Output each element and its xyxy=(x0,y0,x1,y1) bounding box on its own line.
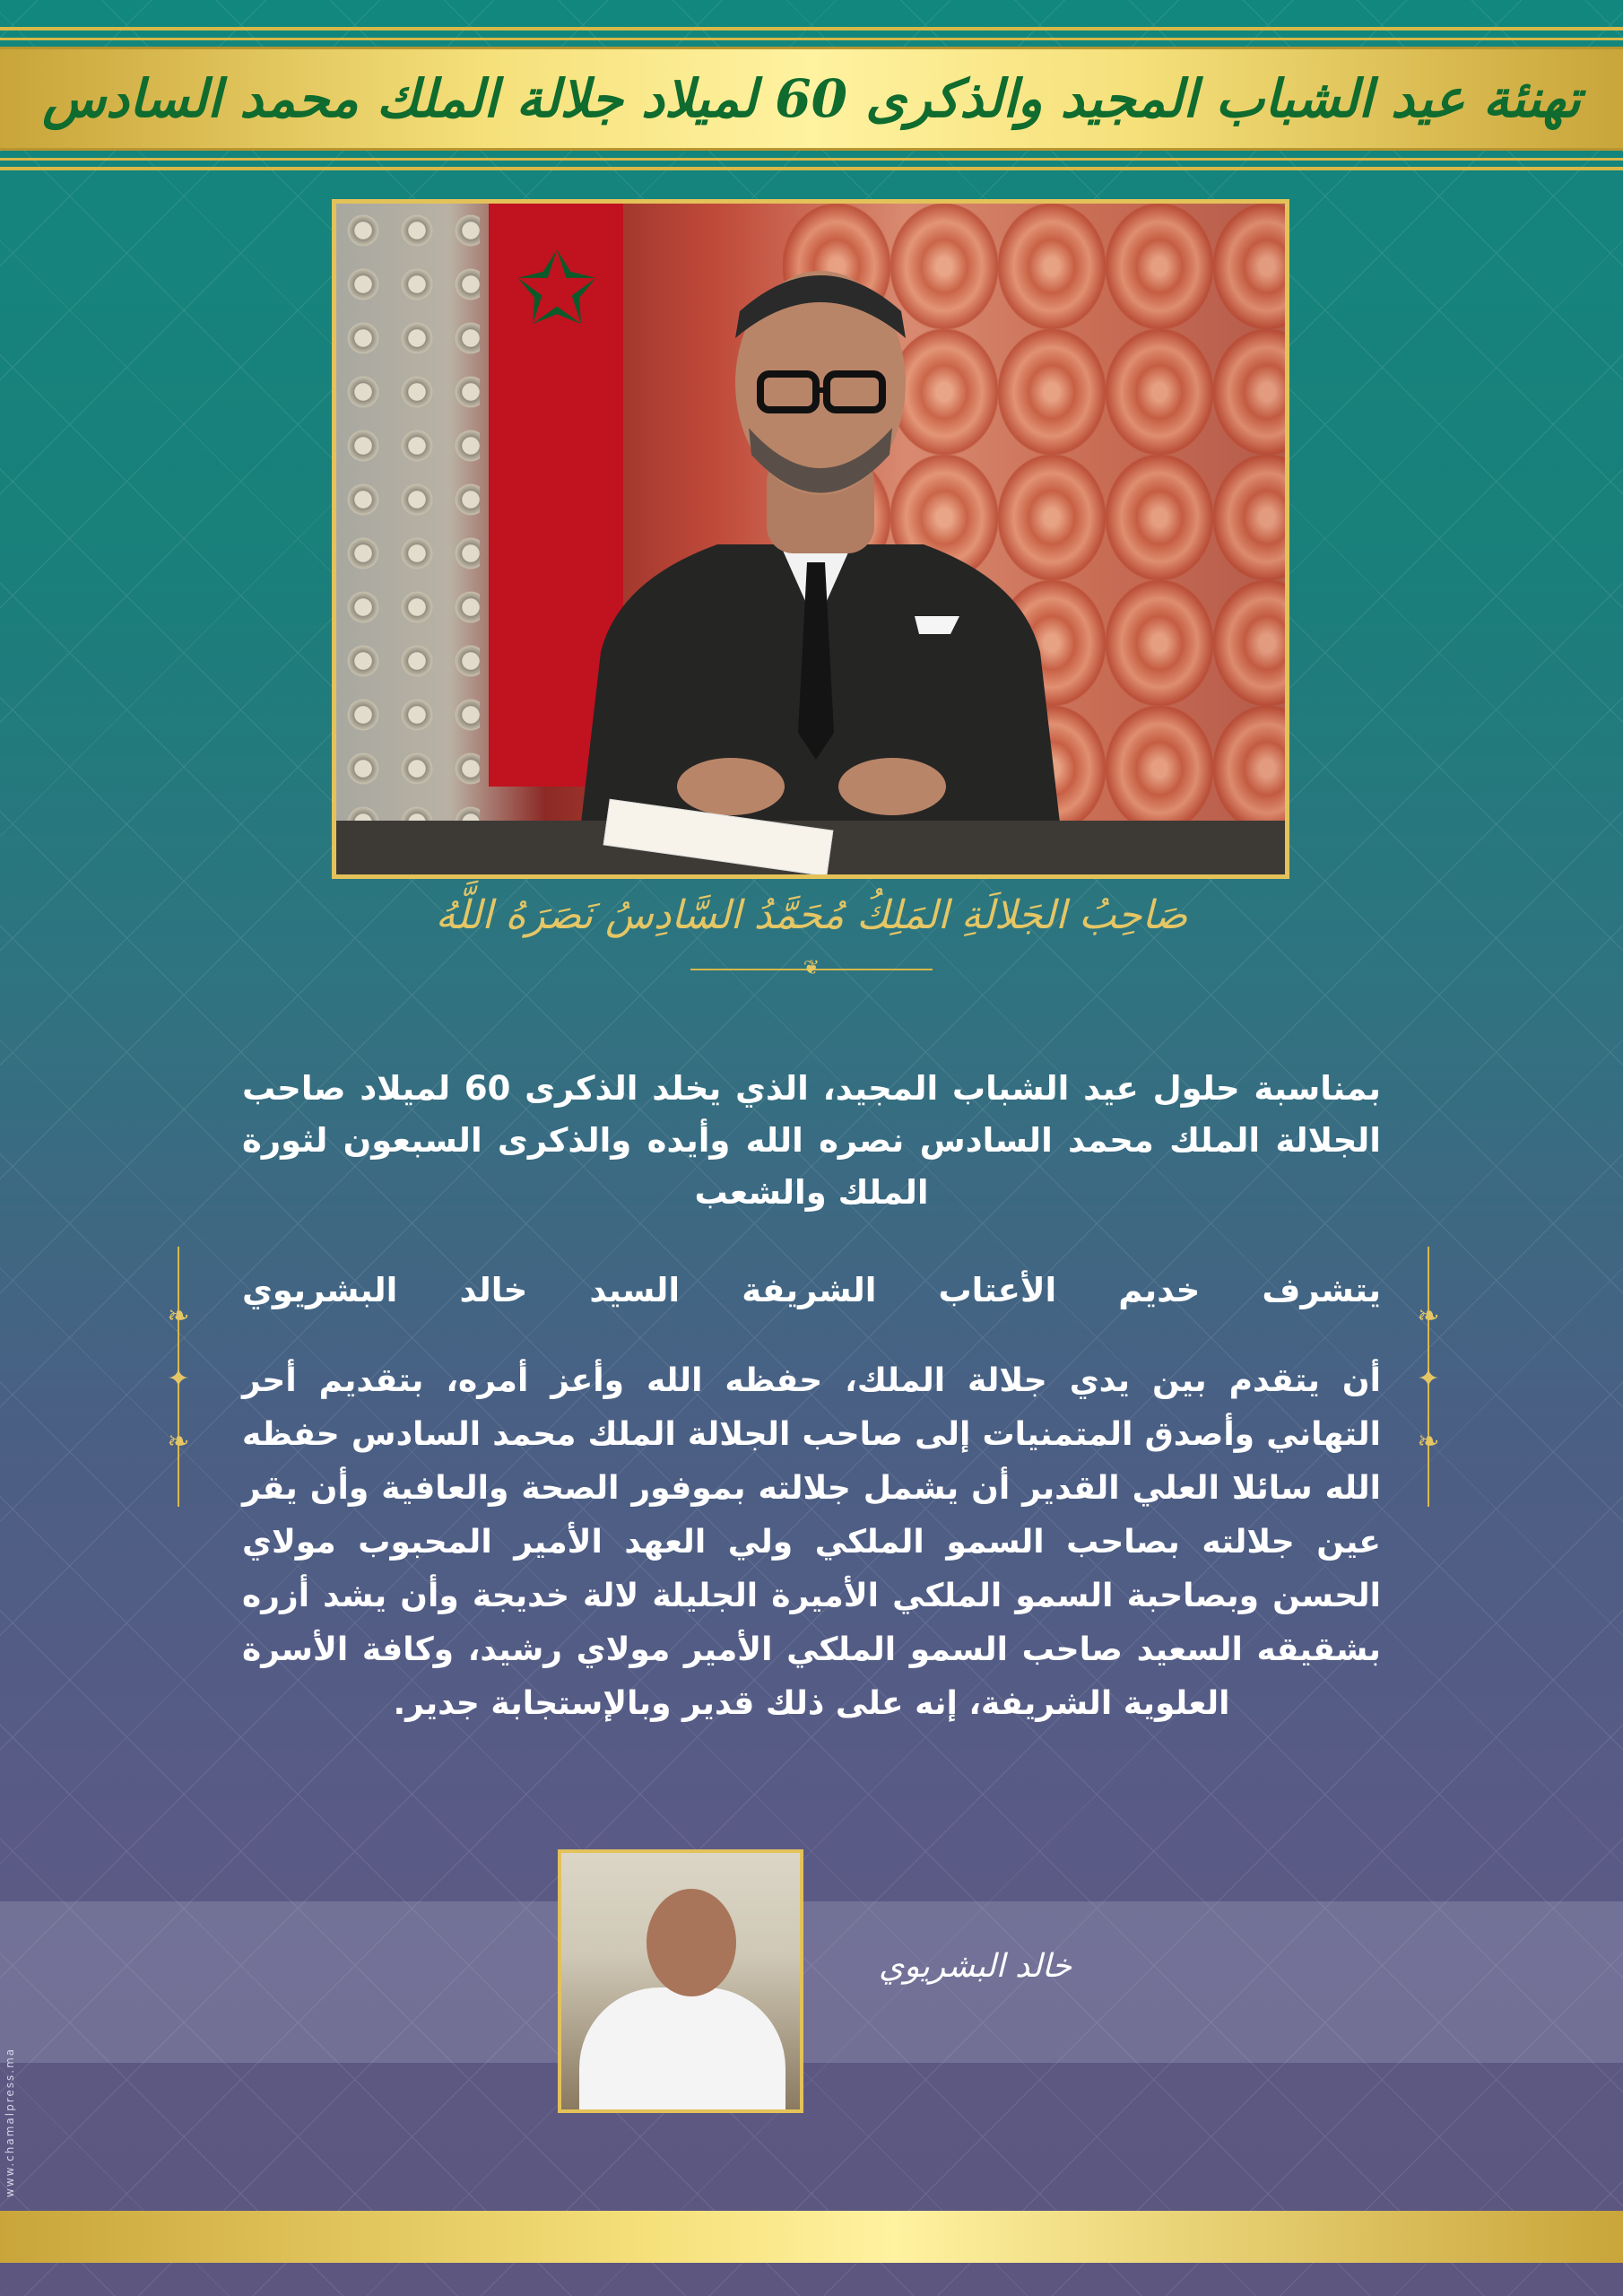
right-ornament xyxy=(1417,1247,1463,1507)
left-ornament-dot-icon: ✦ xyxy=(167,1363,190,1395)
caption-ornament-icon: ❦ xyxy=(803,957,820,979)
signatory-shirt xyxy=(579,1987,785,2113)
right-ornament-dot-icon: ✦ xyxy=(1417,1363,1440,1395)
title-banner xyxy=(0,47,1623,151)
site-watermark: www.chamalpress.ma xyxy=(4,2047,16,2197)
left-ornament-curl-icon: ❧ xyxy=(167,1300,190,1332)
signatory-name: خالد البشريوي xyxy=(879,1948,1072,1985)
mosaic-background xyxy=(336,204,480,874)
top-gold-line xyxy=(0,27,1623,30)
page-title: تهنئة عيد الشباب المجيد والذكرى 60 لميلاد جلالة الملك محمد السادس xyxy=(42,68,1581,129)
signatory-photo xyxy=(558,1849,803,2113)
signature-band xyxy=(0,1901,1623,2063)
left-ornament xyxy=(167,1247,213,1507)
top-gold-line-2 xyxy=(0,38,1623,40)
king-portrait-photo xyxy=(332,199,1289,879)
king-figure xyxy=(538,230,1094,879)
body-paragraph: أن يتقدم بين يدي جلالة الملك، حفظه الله وأعز أمره، بتقديم أحر التهاني وأصدق المتمنيات إلى صاحب الجلالة الملك محمد السادس حفظه الله سائلا العلي القدير أن يشمل جلالته بموفور الصحة والعافية وأن يقر عين جلالته بصاحب السمو الملكي ولي العهد الأمير المحبوب مولاي الحسن وبصاحبة السمو الملكي الأميرة الجليلة لالة خديجة وأن يشد أزره بشقيقه السعيد صاحب السمو الملكي الأمير مولاي رشيد، وكافة الأسرة العلوية الشريفة، إنه على ذلك قدير وبالإستجابة جدير. xyxy=(242,1362,1381,1722)
intro-paragraph: بمناسبة حلول عيد الشباب المجيد، الذي يخلد الذكرى 60 لميلاد صاحب الجلالة الملك محمد السادس نصره الله وأيده والذكرى السبعون لثورة الملك والشعب xyxy=(242,1069,1381,1212)
title-underline xyxy=(0,158,1623,161)
signatory-head xyxy=(647,1889,736,1996)
right-ornament-curl-icon: ❧ xyxy=(1417,1300,1440,1332)
bottom-gold-band xyxy=(0,2211,1623,2263)
title-underline-2 xyxy=(0,167,1623,170)
honor-line: يتشرف خديم الأعتاب الشريفة السيد خالد البشريوي xyxy=(242,1271,1381,1309)
left-ornament-curl-icon-2: ❧ xyxy=(167,1426,190,1457)
flag-star-icon: ✩ xyxy=(516,231,599,346)
king-caption: صَاحِبُ الجَلالَةِ المَلِكُ مُحَمَّدُ السَّادِسُ نَصَرَهُ اللَّهُ xyxy=(435,892,1188,938)
right-ornament-curl-icon-2: ❧ xyxy=(1417,1426,1440,1457)
